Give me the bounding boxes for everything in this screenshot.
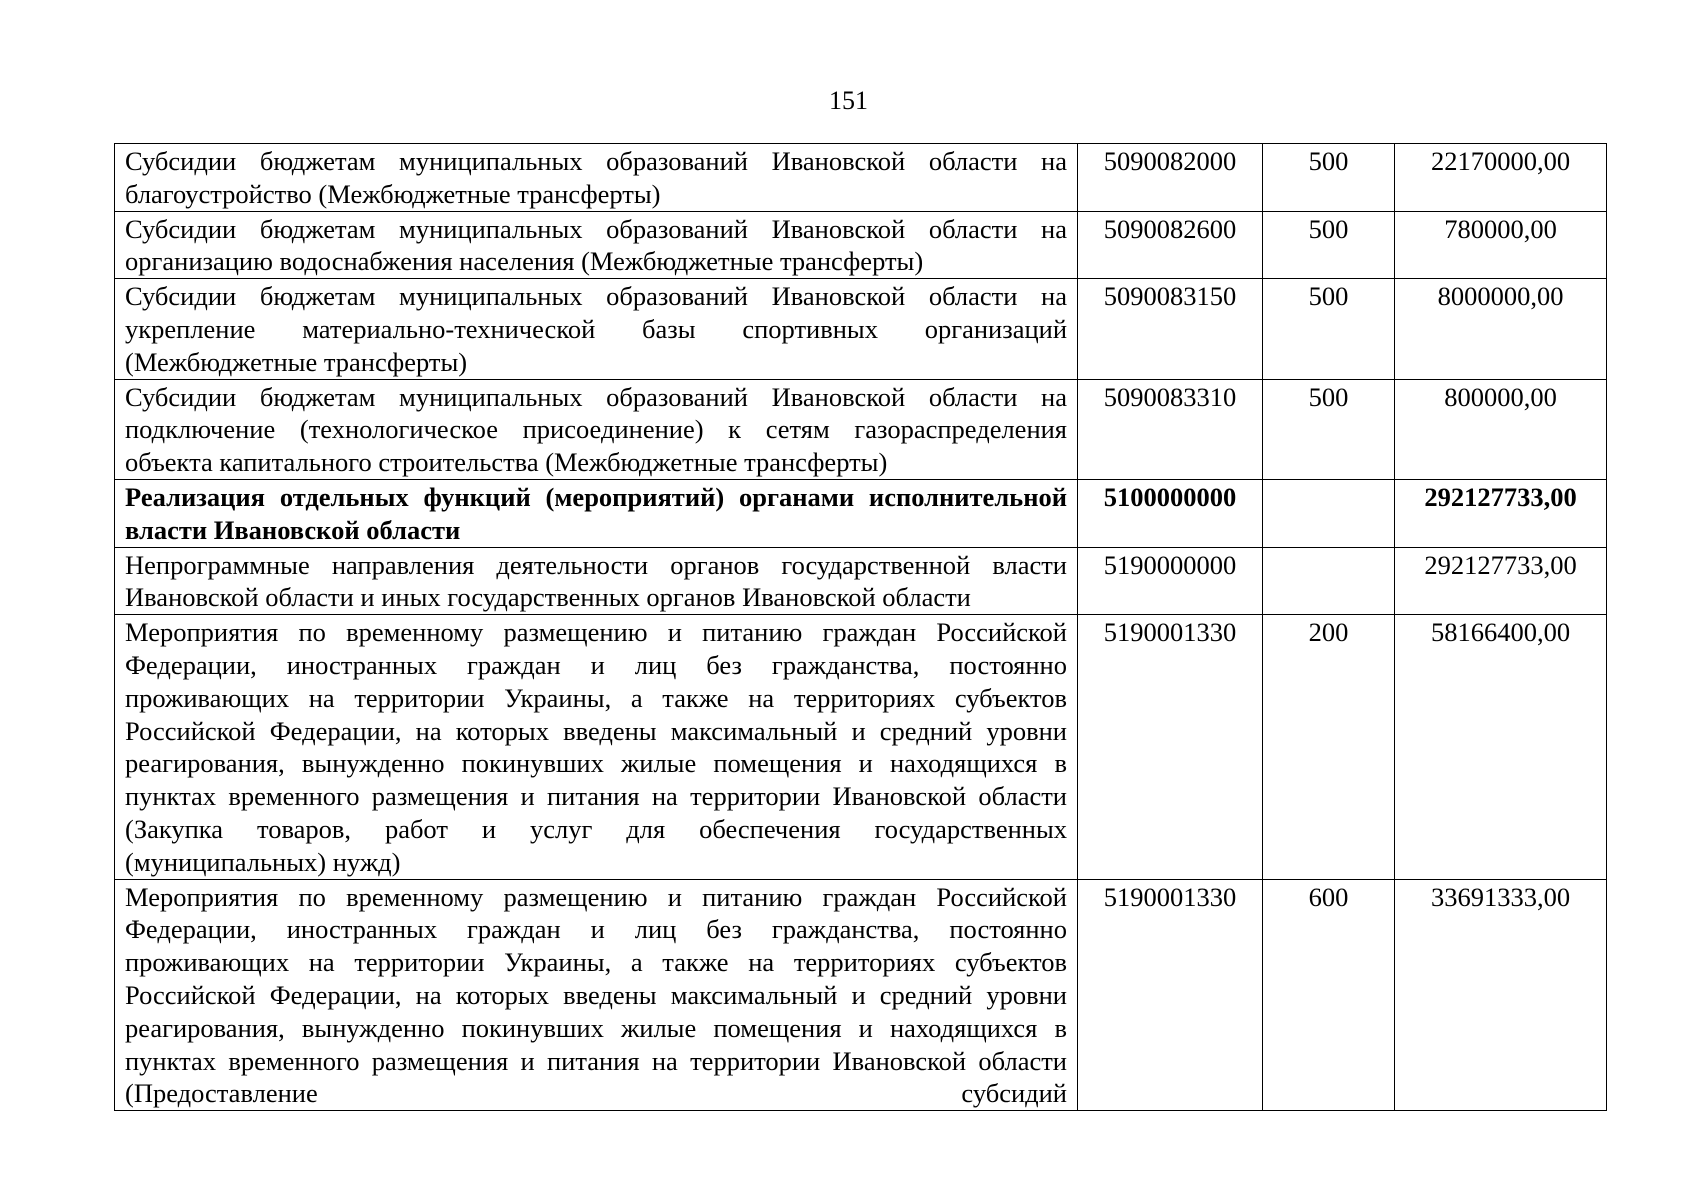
table-row <box>115 144 1607 212</box>
target-article-code-cell: 5090083310 <box>1078 379 1263 479</box>
expense-type-cell <box>1263 547 1395 615</box>
expense-type-cell: 500 <box>1263 279 1395 379</box>
amount-cell: 292127733,00 <box>1395 547 1607 615</box>
row-name-cell: Непрограммные направления деятельности органов государственной власти Ивановской области и иных государственных органов Ивановской области <box>115 547 1078 615</box>
table-row <box>115 547 1607 615</box>
target-article-code-cell: 5090083150 <box>1078 279 1263 379</box>
expense-type-cell <box>1263 479 1395 547</box>
budget-table <box>114 143 1607 1111</box>
table-row <box>115 279 1607 379</box>
table-row <box>115 615 1607 879</box>
row-name-cell: Субсидии бюджетам муниципальных образований Ивановской области на укрепление материально-технической базы спортивных организаций (Межбюджетные трансферты) <box>115 279 1078 379</box>
target-article-code-cell: 5190001330 <box>1078 879 1263 1111</box>
amount-cell: 8000000,00 <box>1395 279 1607 379</box>
target-article-code-cell: 5190001330 <box>1078 615 1263 879</box>
row-name-cell: Реализация отдельных функций (мероприятий) органами исполнительной власти Ивановской области <box>115 479 1078 547</box>
target-article-code-cell: 5090082600 <box>1078 211 1263 279</box>
expense-type-cell: 200 <box>1263 615 1395 879</box>
amount-cell: 780000,00 <box>1395 211 1607 279</box>
target-article-code-cell: 5090082000 <box>1078 144 1263 212</box>
expense-type-cell: 500 <box>1263 379 1395 479</box>
target-article-code-cell: 5190000000 <box>1078 547 1263 615</box>
expense-type-cell: 500 <box>1263 211 1395 279</box>
amount-cell: 58166400,00 <box>1395 615 1607 879</box>
row-name-cell: Субсидии бюджетам муниципальных образований Ивановской области на благоустройство (Межбюджетные трансферты) <box>115 144 1078 212</box>
row-name-cell: Мероприятия по временному размещению и питанию граждан Российской Федерации, иностранных граждан и лиц без гражданства, постоянно проживающих на территории Украины, а также на территориях субъектов Российской Федерации, на которых введены максимальный и средний уровни реагирования, вынужденно покинувших жилые помещения и находящихся в пунктах временного размещения и питания на территории Ивановской области (Предоставление субсидий <box>115 879 1078 1111</box>
table-row <box>115 211 1607 279</box>
expense-type-cell: 500 <box>1263 144 1395 212</box>
budget-table-body <box>115 144 1607 1111</box>
table-row-section-header <box>115 479 1607 547</box>
table-row <box>115 379 1607 479</box>
page-number: 151 <box>829 86 868 115</box>
amount-cell: 33691333,00 <box>1395 879 1607 1111</box>
amount-cell: 800000,00 <box>1395 379 1607 479</box>
amount-cell: 22170000,00 <box>1395 144 1607 212</box>
table-row <box>115 879 1607 1111</box>
row-name-cell: Субсидии бюджетам муниципальных образований Ивановской области на организацию водоснабжения населения (Межбюджетные трансферты) <box>115 211 1078 279</box>
expense-type-cell: 600 <box>1263 879 1395 1111</box>
row-name-cell: Мероприятия по временному размещению и питанию граждан Российской Федерации, иностранных граждан и лиц без гражданства, постоянно проживающих на территории Украины, а также на территориях субъектов Российской Федерации, на которых введены максимальный и средний уровни реагирования, вынужденно покинувших жилые помещения и находящихся в пунктах временного размещения и питания на территории Ивановской области (Закупка товаров, работ и услуг для обеспечения государственных (муниципальных) нужд) <box>115 615 1078 879</box>
amount-cell: 292127733,00 <box>1395 479 1607 547</box>
row-name-cell: Субсидии бюджетам муниципальных образований Ивановской области на подключение (технологическое присоединение) к сетям газораспределения объекта капитального строительства (Межбюджетные трансферты) <box>115 379 1078 479</box>
target-article-code-cell: 5100000000 <box>1078 479 1263 547</box>
